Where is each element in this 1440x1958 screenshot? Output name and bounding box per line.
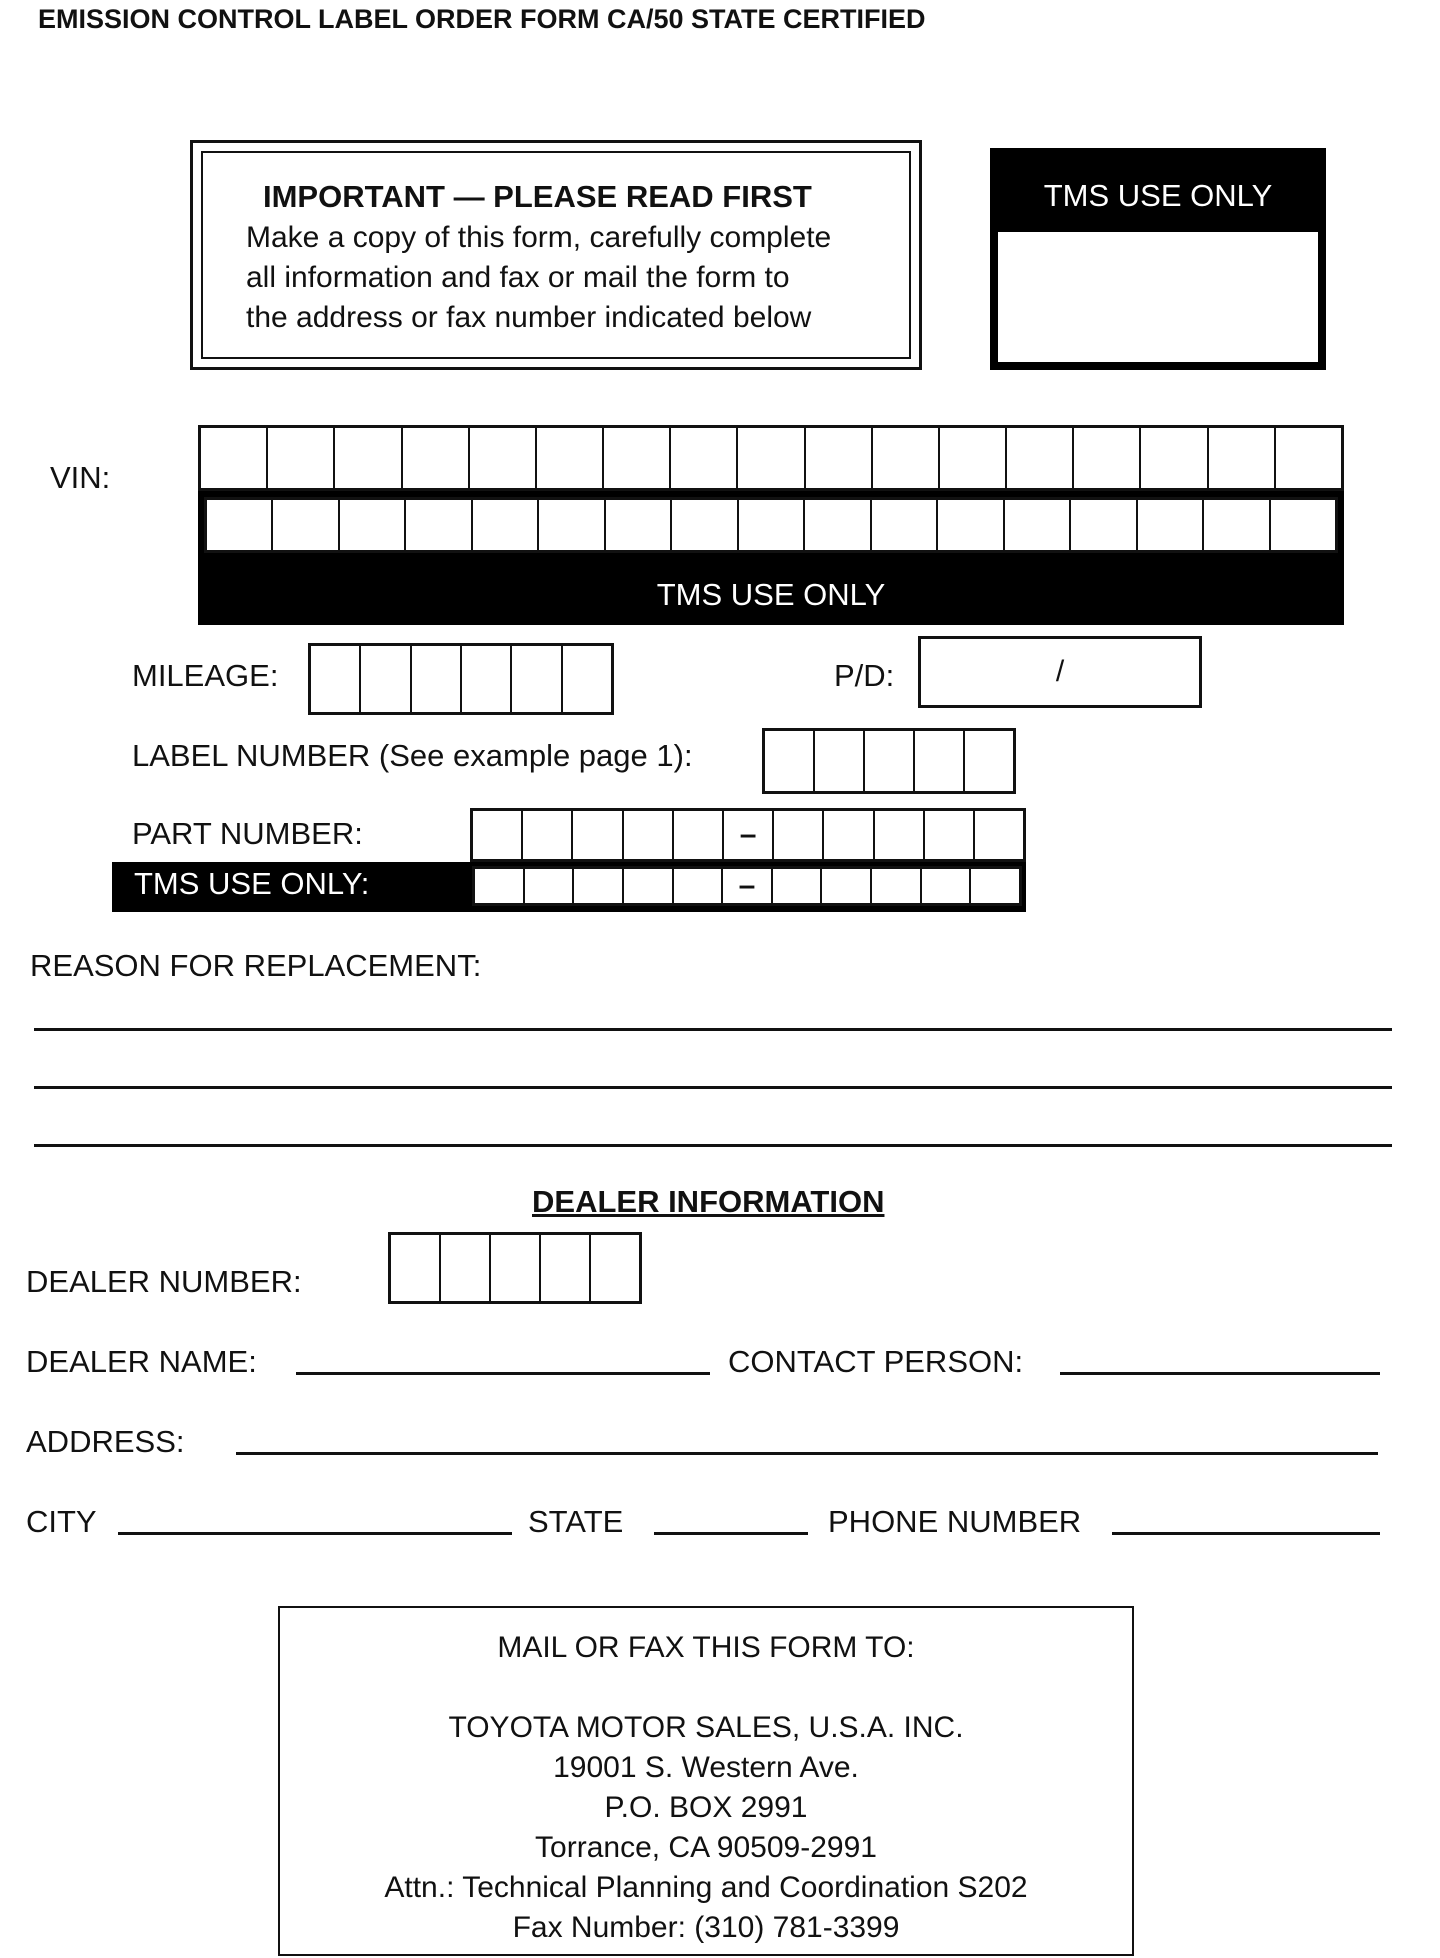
vin-box[interactable] [268, 428, 335, 488]
pd-label: P/D: [834, 658, 895, 693]
vin-box[interactable] [403, 428, 470, 488]
vin-tms-box[interactable] [606, 500, 672, 550]
vin-box[interactable] [738, 428, 805, 488]
mileage-box[interactable] [311, 646, 361, 712]
vin-tms-box[interactable] [672, 500, 738, 550]
vin-box[interactable] [1007, 428, 1074, 488]
part-number-label: PART NUMBER: [132, 816, 363, 851]
dealer-name-label: DEALER NAME: [26, 1344, 257, 1379]
mail-fax: Fax Number: (310) 781-3399 [512, 1911, 900, 1944]
vin-input-grid[interactable] [198, 425, 1344, 491]
part-number-tms-box[interactable] [674, 869, 724, 903]
form-title: EMISSION CONTROL LABEL ORDER FORM CA/50 STATE CERTIFIED [38, 4, 926, 34]
phone-number-label: PHONE NUMBER [828, 1504, 1082, 1539]
vin-box[interactable] [470, 428, 537, 488]
part-number-tms-box[interactable] [574, 869, 624, 903]
vin-tms-box[interactable] [938, 500, 1004, 550]
city-label: CITY [26, 1504, 97, 1539]
part-number-box[interactable] [523, 811, 573, 859]
mileage-box[interactable] [462, 646, 512, 712]
phone-number-line[interactable] [1112, 1532, 1380, 1535]
mileage-box[interactable] [512, 646, 562, 712]
vin-tms-box[interactable] [1204, 500, 1270, 550]
tms-use-only-box [990, 148, 1326, 370]
mail-street: 19001 S. Western Ave. [553, 1751, 859, 1784]
part-number-tms-label: TMS USE ONLY: [134, 866, 370, 901]
part-number-box[interactable] [674, 811, 724, 859]
part-number-box[interactable] [975, 811, 1023, 859]
dealer-number-box[interactable] [491, 1235, 541, 1301]
important-notice [190, 140, 922, 370]
tms-use-only-field[interactable] [998, 232, 1318, 362]
part-number-grid[interactable] [470, 808, 1026, 862]
vin-tms-box[interactable] [473, 500, 539, 550]
important-line-1: Make a copy of this form, carefully complete [246, 221, 832, 254]
vin-tms-box[interactable] [406, 500, 472, 550]
mileage-box[interactable] [412, 646, 462, 712]
label-number-box[interactable] [965, 731, 1013, 791]
mail-attn: Attn.: Technical Planning and Coordination S202 [384, 1871, 1028, 1904]
reason-line-2[interactable] [34, 1086, 1392, 1089]
label-number-label: LABEL NUMBER (See example page 1): [132, 738, 693, 773]
part-number-tms-box[interactable] [971, 869, 1019, 903]
part-number-tms-grid[interactable] [472, 866, 1022, 906]
reason-line-1[interactable] [34, 1028, 1392, 1031]
pd-field[interactable]: / [918, 636, 1202, 708]
state-label: STATE [528, 1504, 624, 1539]
vin-tms-box[interactable] [805, 500, 871, 550]
dealer-number-box[interactable] [391, 1235, 441, 1301]
dealer-number-grid[interactable] [388, 1232, 642, 1304]
dealer-number-box[interactable] [441, 1235, 491, 1301]
vin-box[interactable] [1074, 428, 1141, 488]
part-number-tms-box[interactable] [773, 869, 823, 903]
vin-tms-box[interactable] [1005, 500, 1071, 550]
contact-person-line[interactable] [1060, 1372, 1380, 1375]
reason-line-3[interactable] [34, 1144, 1392, 1147]
tms-use-only-label: TMS USE ONLY [1043, 178, 1273, 213]
part-number-tms-box[interactable] [822, 869, 872, 903]
part-number-box[interactable] [573, 811, 623, 859]
vin-tms-box[interactable] [739, 500, 805, 550]
vin-block [198, 425, 1344, 625]
mail-city: Torrance, CA 90509-2991 [535, 1831, 877, 1864]
part-number-tms-box[interactable] [525, 869, 575, 903]
part-number-tms-box[interactable] [475, 869, 525, 903]
vin-tms-box[interactable] [1138, 500, 1204, 550]
label-number-box[interactable] [815, 731, 865, 791]
vin-tms-label: TMS USE ONLY [656, 577, 886, 612]
important-heading: IMPORTANT — PLEASE READ FIRST [263, 179, 812, 214]
mail-fax-box [278, 1606, 1134, 1956]
part-number-box[interactable] [925, 811, 975, 859]
important-line-3: the address or fax number indicated below [246, 301, 812, 334]
dealer-number-box[interactable] [541, 1235, 591, 1301]
mileage-box[interactable] [563, 646, 611, 712]
vin-tms-box[interactable] [340, 500, 406, 550]
vin-box[interactable] [873, 428, 940, 488]
dealer-info-heading: DEALER INFORMATION [532, 1184, 885, 1219]
vin-box[interactable] [806, 428, 873, 488]
mileage-box[interactable] [361, 646, 411, 712]
vin-tms-box[interactable] [207, 500, 273, 550]
vin-box[interactable] [1209, 428, 1276, 488]
vin-box[interactable] [1276, 428, 1341, 488]
mail-company: TOYOTA MOTOR SALES, U.S.A. INC. [448, 1711, 964, 1744]
vin-tms-box[interactable] [1071, 500, 1137, 550]
part-number-box[interactable] [473, 811, 523, 859]
vin-box[interactable] [604, 428, 671, 488]
address-line[interactable] [236, 1452, 1378, 1455]
part-number-box[interactable] [824, 811, 874, 859]
mileage-label: MILEAGE: [132, 658, 279, 693]
part-number-tms-box[interactable] [872, 869, 922, 903]
city-line[interactable] [118, 1532, 512, 1535]
vin-box[interactable] [940, 428, 1007, 488]
vin-tms-box[interactable] [539, 500, 605, 550]
vin-box[interactable] [537, 428, 604, 488]
label-number-box[interactable] [865, 731, 915, 791]
vin-label: VIN: [50, 460, 111, 495]
vin-box[interactable] [335, 428, 402, 488]
part-number-tms-box[interactable] [922, 869, 972, 903]
contact-person-label: CONTACT PERSON: [728, 1344, 1024, 1379]
vin-tms-box[interactable] [872, 500, 938, 550]
part-number-dash: – [724, 811, 774, 859]
vin-box[interactable] [1141, 428, 1208, 488]
dealer-number-label: DEALER NUMBER: [26, 1264, 302, 1299]
address-label: ADDRESS: [26, 1424, 185, 1459]
vin-tms-grid[interactable] [204, 497, 1338, 553]
vin-box[interactable] [671, 428, 738, 488]
state-line[interactable] [654, 1532, 808, 1535]
mail-heading: MAIL OR FAX THIS FORM TO: [497, 1631, 915, 1664]
vin-tms-box[interactable] [1271, 500, 1335, 550]
part-number-tms-box[interactable] [624, 869, 674, 903]
vin-box[interactable] [201, 428, 268, 488]
important-line-2: all information and fax or mail the form to [246, 261, 790, 294]
dealer-name-line[interactable] [296, 1372, 710, 1375]
vin-tms-box[interactable] [273, 500, 339, 550]
label-number-box[interactable] [765, 731, 815, 791]
part-number-box[interactable] [624, 811, 674, 859]
mileage-grid[interactable] [308, 643, 614, 715]
part-number-box[interactable] [774, 811, 824, 859]
mail-po-box: P.O. BOX 2991 [604, 1791, 808, 1824]
reason-label: REASON FOR REPLACEMENT: [30, 948, 482, 983]
label-number-box[interactable] [915, 731, 965, 791]
part-number-box[interactable] [875, 811, 925, 859]
dealer-number-box[interactable] [591, 1235, 639, 1301]
part-number-tms-dash: – [723, 869, 773, 903]
label-number-grid[interactable] [762, 728, 1016, 794]
